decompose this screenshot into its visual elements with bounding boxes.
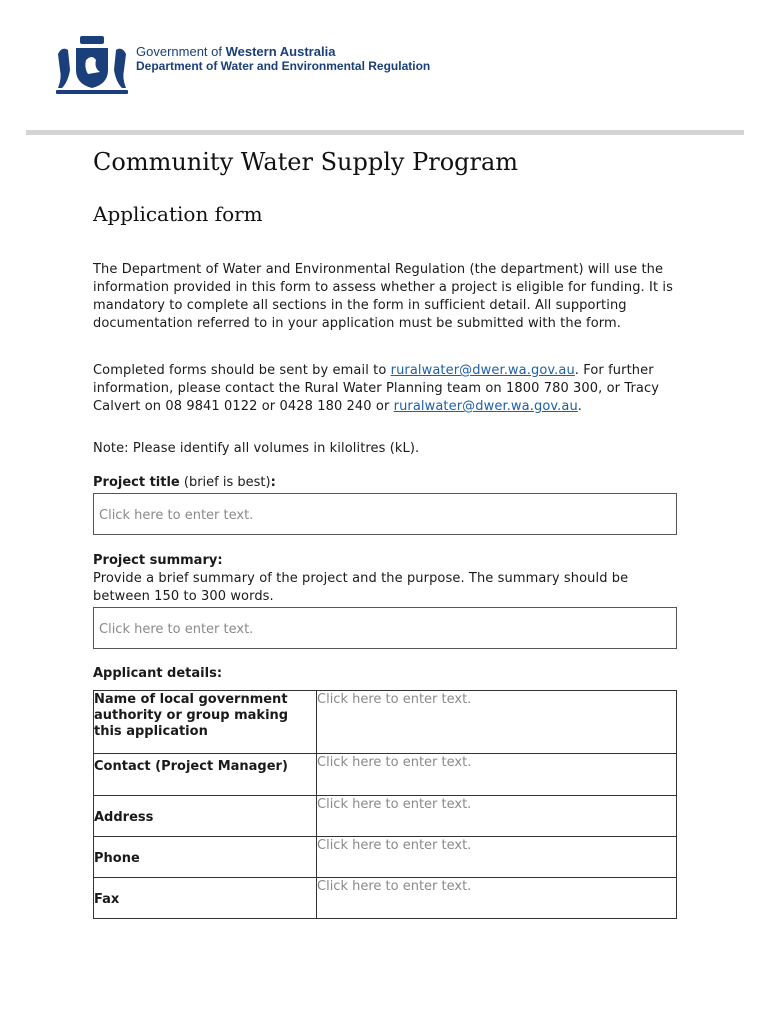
project-title-colon: : [270, 475, 276, 490]
applicant-name-label: Name of local government authority or group making this application [94, 691, 317, 754]
page-title: Community Water Supply Program [93, 148, 519, 176]
contact-input[interactable]: Click here to enter text. [317, 754, 677, 796]
table-row [94, 691, 677, 754]
contact-paragraph [93, 362, 693, 416]
intro-paragraph: The Department of Water and Environmental Regulation (the department) will use the information provided in this form to assess whether a project is eligible for funding. It is mandatory to complete all sections in the form in sufficient detail. All supporting documentation referred to in your application must be submitted with the form. [93, 262, 673, 331]
address-input[interactable]: Click here to enter text. [317, 796, 677, 837]
project-summary-description: Provide a brief summary of the project and the purpose. The summary should be between 150 to 300 words. [93, 571, 629, 604]
address-label: Address [94, 796, 317, 837]
project-title-label [93, 474, 276, 492]
coat-of-arms-icon [52, 34, 132, 98]
project-title-placeholder: Click here to enter text. [99, 508, 254, 523]
phone-input[interactable]: Click here to enter text. [317, 837, 677, 878]
project-summary-label [93, 552, 223, 570]
org-prefix: Government of [136, 44, 226, 59]
contact-label: Contact (Project Manager) [94, 754, 317, 796]
table-row [94, 796, 677, 837]
table-row [94, 837, 677, 878]
header [52, 34, 472, 98]
fax-input[interactable]: Click here to enter text. [317, 878, 677, 919]
fax-label: Fax [94, 878, 317, 919]
applicant-name-input[interactable]: Click here to enter text. [317, 691, 677, 754]
note-paragraph: Note: Please identify all volumes in kilolitres (kL). [93, 441, 420, 456]
project-title-label-text: Project title [93, 475, 180, 490]
project-summary-label-text: Project summary: [93, 553, 223, 568]
email-link[interactable]: ruralwater@dwer.wa.gov.au [390, 363, 575, 378]
table-row [94, 878, 677, 919]
project-title-hint: (brief is best) [179, 475, 271, 490]
contact-text-1: Completed forms should be sent by email to [93, 363, 391, 378]
header-divider [26, 130, 744, 135]
applicant-details-table [93, 690, 677, 919]
org-name: Western Australia [225, 44, 336, 59]
applicant-details-label [93, 665, 222, 683]
department-name: Department of Water and Environmental Regulation [136, 59, 431, 73]
project-summary-placeholder: Click here to enter text. [99, 622, 254, 637]
applicant-details-label-text: Applicant details: [93, 666, 223, 681]
email-link-2[interactable]: ruralwater@dwer.wa.gov.au [393, 399, 578, 414]
phone-label: Phone [94, 837, 317, 878]
contact-text-2: . For further information, please contact the Rural Water Planning team on 1800 780 300, or Tracy Calvert on 08 9841 0122 or 0428 180 240 or [93, 363, 660, 414]
project-title-input[interactable] [93, 493, 677, 535]
organisation-name [136, 44, 430, 74]
page-subtitle: Application form [93, 202, 263, 226]
table-row [94, 754, 677, 796]
contact-text-3: . [577, 399, 583, 414]
project-summary-input[interactable] [93, 607, 677, 649]
